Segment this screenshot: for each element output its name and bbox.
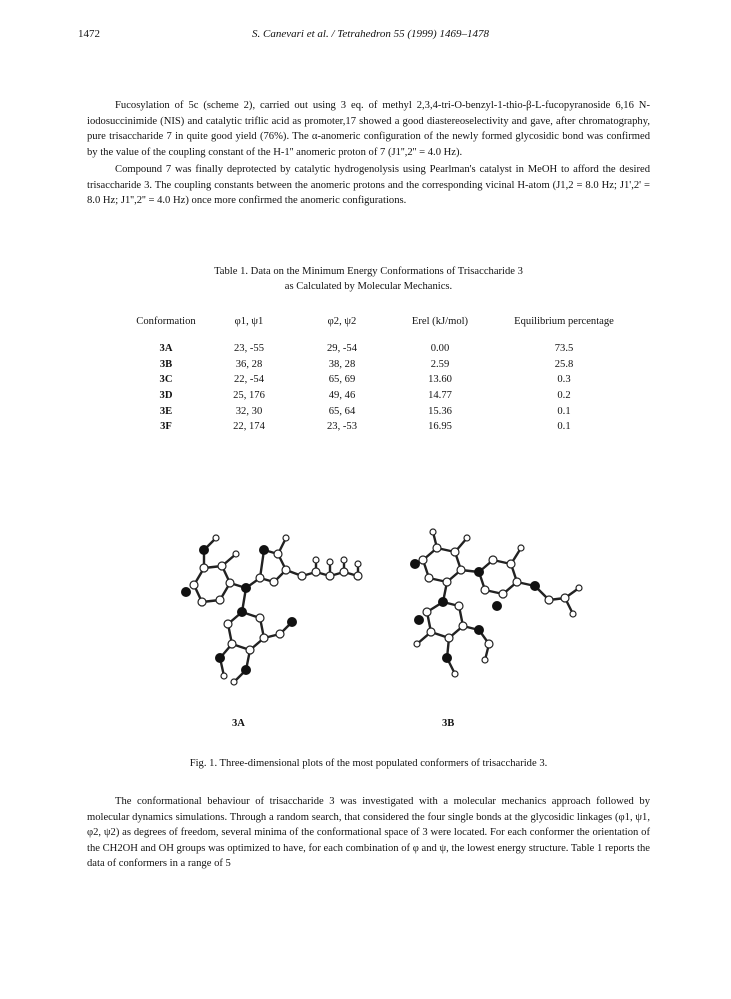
table-cell: 23, -53 [326,421,357,433]
table-cell: 23, -55 [233,343,264,355]
table-cell: 38, 28 [328,358,356,370]
column-header: φ2, ψ2 [327,316,357,327]
table-cell: 25.8 [554,358,574,370]
table-cell: 15.36 [428,405,452,417]
table-row [127,419,639,435]
paragraph-fucosylation [87,98,650,160]
table-caption-line-1: Table 1. Data on the Minimum Energy Conformations of Trisaccharide 3 [214,266,523,277]
table-cell: 3E [159,405,173,417]
paragraph-text: The conformational behaviour of trisaccharide 3 was investigated with a molecular mechanics approach followed by molecular dynamics simulations. Through a random search, that considered the four single bonds at the glycosidic linkages (φ1, ψ1, φ2, ψ2) as degrees of freedom, several minima of the conformational space of 3 were located. For each conformer the orientation of the CH2OH and OH groups was optimized to have, for each combination of φ and ψ, the lowest energy structure. Table 1 reports the data of conformers in a range of 5 [87,796,650,870]
figure-label-3b: 3B [442,718,455,729]
running-head: S. Canevari et al. / Tetrahedron 55 (1999) 1469–1478 [252,28,489,40]
table-cell: 0.2 [557,390,571,402]
paragraph-deprotection [87,162,650,209]
table-cell: 3D [159,390,173,402]
table-cell: 65, 69 [328,374,356,386]
page-number: 1472 [78,28,100,40]
table-cell: 13.60 [428,374,452,386]
column-header: Erel (kJ/mol) [411,316,469,327]
table-row [127,341,639,357]
table-cell: 3C [159,374,173,386]
table-cell: 49, 46 [328,390,356,402]
table-cell: 14.77 [428,390,452,402]
table-cell: 0.1 [557,421,571,433]
table-cell: 3A [159,343,173,355]
table-cell: 16.95 [428,421,452,433]
table-row [127,357,639,373]
table-cell: 65, 64 [328,405,356,417]
table-row [127,372,639,388]
figure-label-3a: 3A [232,718,245,729]
table-cell: 36, 28 [235,358,263,370]
conformation-table [127,316,639,435]
table-cell: 22, 174 [233,421,265,433]
paragraph-text: Compound 7 was finally deprotected by catalytic hydrogenolysis using Pearlman's catalyst in MeOH to afford the desired trisaccharide 3. The coupling constants between the anomeric protons and the corresponding vicinal H-atom (J1,2 = 8.0 Hz; J1',2' = 8.0 Hz; J1'',2'' = 4.0 Hz) once more confirmed the anomeric configurations. [87,164,650,207]
table-cell: 0.3 [557,374,571,386]
table-cell: 29, -54 [326,343,357,355]
table-row [127,388,639,404]
table-cell: 25, 176 [233,390,265,402]
table-cell: 2.59 [430,358,450,370]
molecule-3b-plot [393,520,593,700]
table-header-row [127,316,639,341]
table-cell: 32, 30 [235,405,263,417]
table-caption [87,264,650,294]
table-cell: 22, -54 [233,374,264,386]
table-row [127,403,639,419]
table-cell: 3B [159,358,173,370]
table-cell: 73.5 [554,343,574,355]
table-cell: 3F [160,421,172,433]
table-cell: 0.1 [557,405,571,417]
paragraph-conformational [87,794,650,872]
column-header: Conformation [136,316,196,327]
paragraph-text: Fucosylation of 5c (scheme 2), carried out using 3 eq. of methyl 2,3,4-tri-O-benzyl-1-thio-β-L-fucopyranoside 6,16 N-iodosuccinimide (NIS) and catalytic triflic acid as promoter,17 showed a good diastereoselectivity and gave, after chromatography, pure trisaccharide 7 in quite good yield (76%). The α-anomeric configuration of the newly formed glycosidic bond was confirmed by the value of the coupling constant of the H-1'' anomeric proton of 7 (J1'',2'' = 4.0 Hz). [87,100,650,158]
table-caption-line-2: as Calculated by Molecular Mechanics. [284,281,453,292]
column-header: φ1, ψ1 [234,316,264,327]
figure-caption: Fig. 1. Three-dimensional plots of the most populated conformers of trisaccharide 3. [189,758,548,769]
column-header: Equilibrium percentage [514,316,614,327]
molecule-3a-plot [174,520,374,700]
table-cell: 0.00 [430,343,450,355]
